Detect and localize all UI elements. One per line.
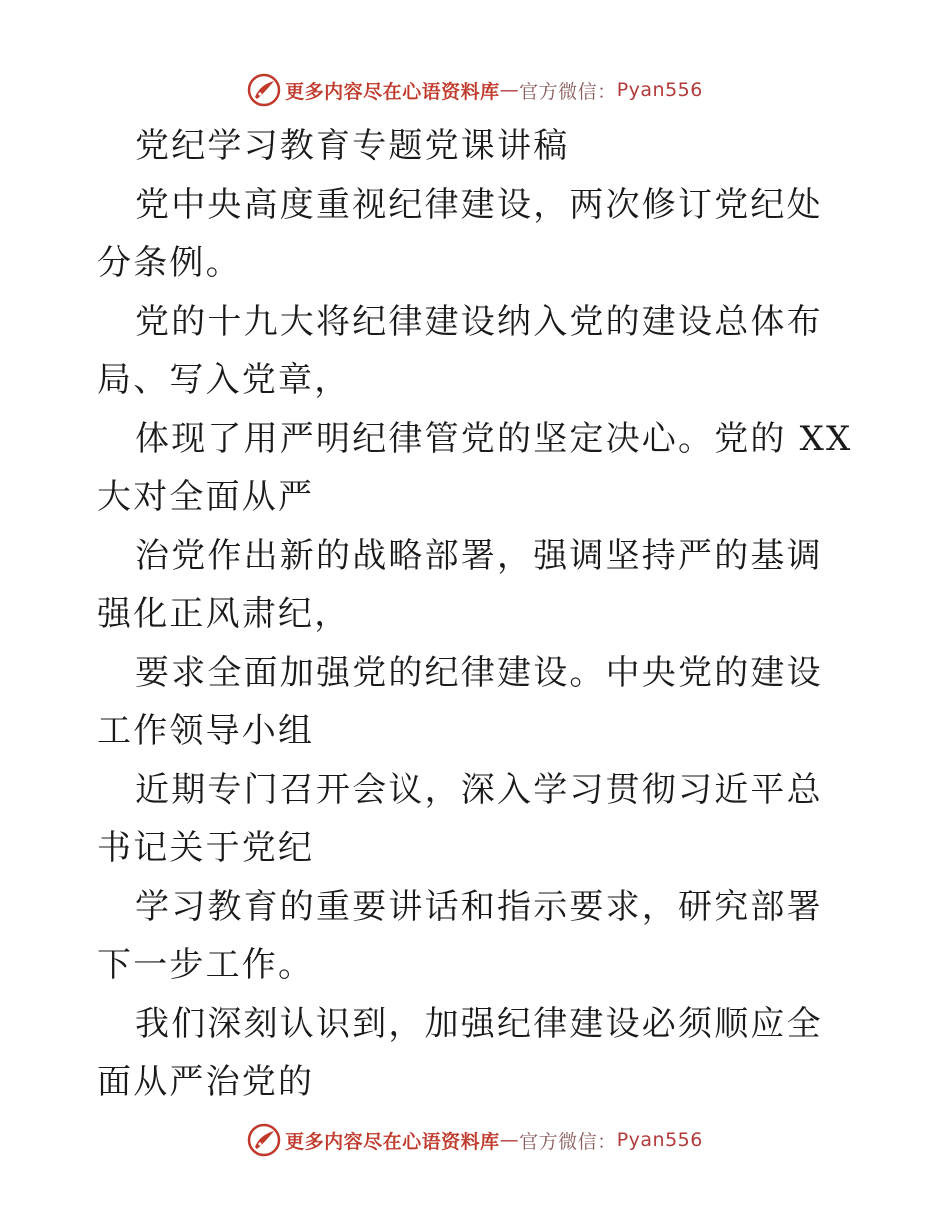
document-title: 党纪学习教育专题党课讲稿 xyxy=(135,126,570,166)
watermark-brand: 更多内容尽在心语资料库 xyxy=(285,80,500,103)
watermark-label: 官方微信： xyxy=(519,80,617,103)
header-watermark xyxy=(0,72,950,108)
footer-watermark xyxy=(0,1122,950,1158)
paragraph: 治党作出新的战略部署，强调坚持严的基调强化正风肃纪， xyxy=(97,535,823,634)
paragraph: 体现了用严明纪律管党的坚定决心。党的 XX 大对全面从严 xyxy=(97,418,853,517)
paragraph: 学习教育的重要讲话和指示要求，研究部署下一步工作。 xyxy=(97,886,823,985)
paragraph: 要求全面加强党的纪律建设。中央党的建设工作领导小组 xyxy=(97,652,823,751)
watermark-brand: 更多内容尽在心语资料库 xyxy=(285,1130,500,1153)
watermark-dash: — xyxy=(499,79,520,101)
pen-logo-icon xyxy=(247,73,281,107)
pen-logo-icon xyxy=(247,1123,281,1157)
watermark-id: Pyan556 xyxy=(616,1129,703,1151)
watermark-id: Pyan556 xyxy=(616,79,703,101)
paragraph: 党中央高度重视纪律建设，两次修订党纪处分条例。 xyxy=(97,184,823,283)
watermark-dash: — xyxy=(499,1129,520,1151)
paragraph: 我们深刻认识到，加强纪律建设必须顺应全面从严治党的 xyxy=(97,1003,823,1102)
watermark-label: 官方微信： xyxy=(519,1130,617,1153)
paragraph: 近期专门召开会议，深入学习贯彻习近平总书记关于党纪 xyxy=(97,769,823,868)
paragraph: 党的十九大将纪律建设纳入党的建设总体布局、写入党章， xyxy=(97,301,823,400)
document-body xyxy=(97,117,857,1112)
